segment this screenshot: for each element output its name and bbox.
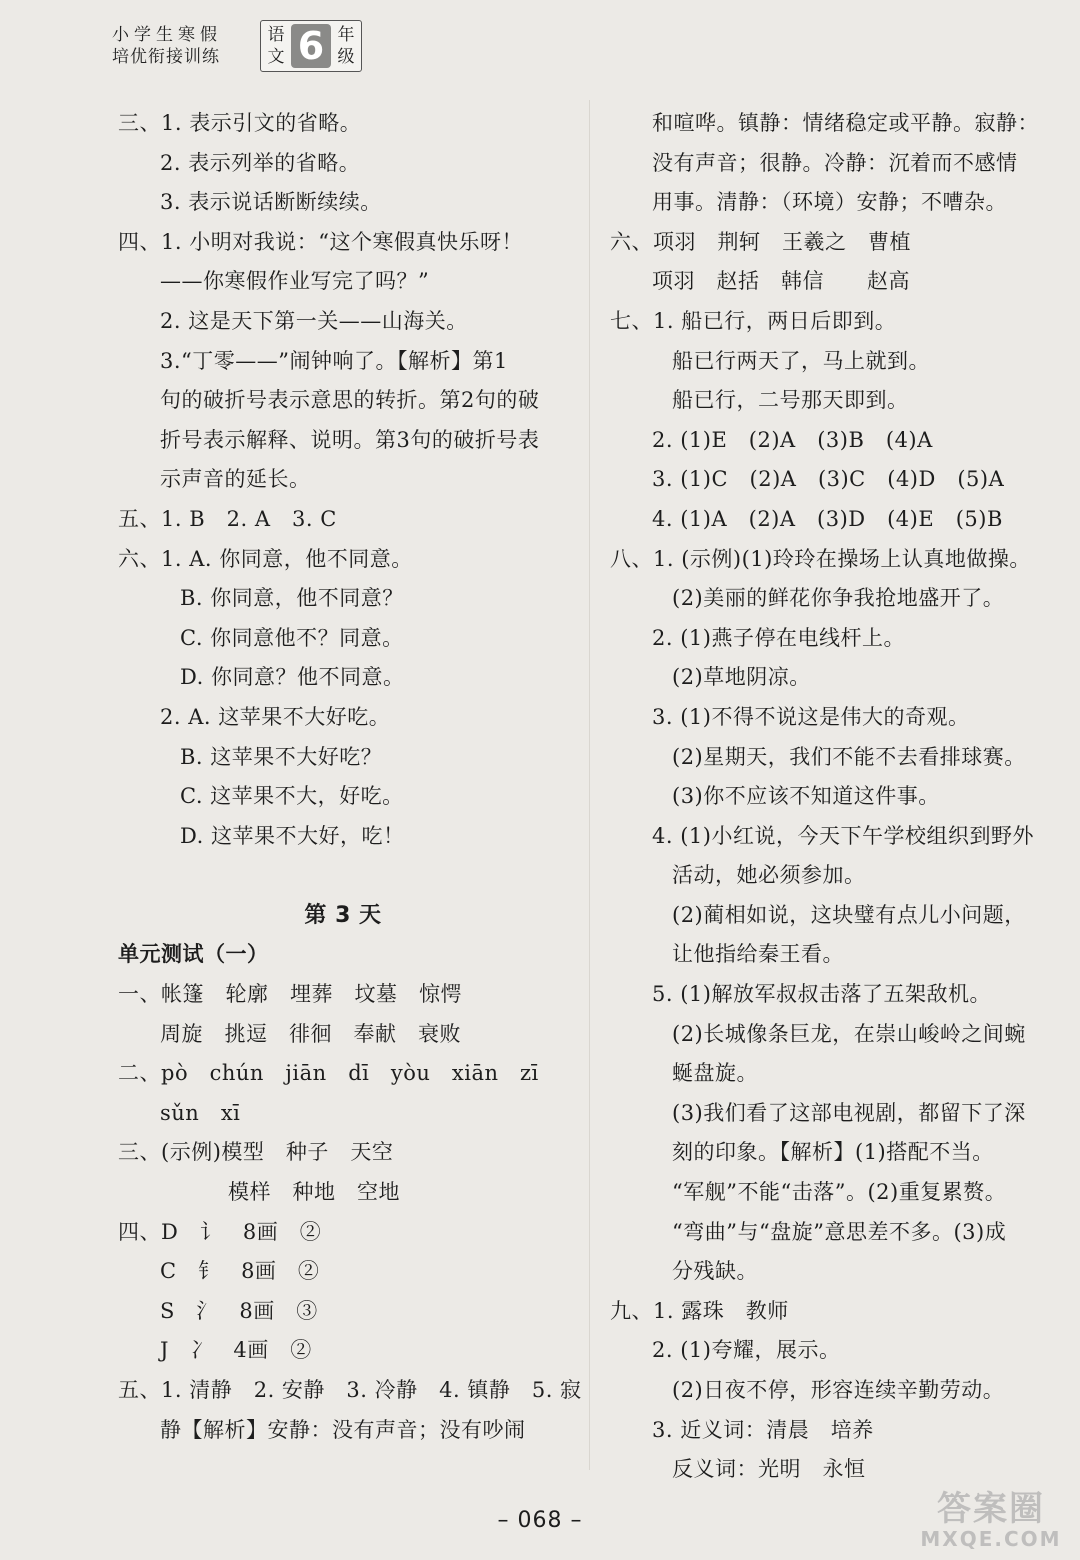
answer-line: 四、1. 小明对我说：“这个寒假真快乐呀！ xyxy=(118,229,523,254)
section-heading: 单元测试（一） xyxy=(118,942,269,967)
answer-line: 3.“丁零——”闹钟响了。【解析】第1 xyxy=(160,348,508,373)
answer-line: (3)你不应该不知道这件事。 xyxy=(672,784,940,809)
answer-line: 五、1. B 2. A 3. C xyxy=(118,506,337,531)
answer-line: “弯曲”与“盘旋”意思差不多。(3)成 xyxy=(672,1219,1007,1244)
answer-line: S 氵 8画 ③ xyxy=(160,1298,318,1323)
answer-line: C 钅 8画 ② xyxy=(160,1259,320,1284)
answer-line: J 冫 4画 ② xyxy=(160,1338,312,1363)
watermark-url: MXQE.COM xyxy=(920,1527,1062,1551)
answer-line: 3. 近义词：清晨 培养 xyxy=(652,1417,874,1442)
answer-line: (2)星期天，我们不能不去看排球赛。 xyxy=(672,744,1026,769)
right-answer-column xyxy=(610,104,1060,1490)
answer-line xyxy=(118,856,568,896)
answer-line: 没有声音；很静。冷静：沉着而不感情 xyxy=(652,150,1018,175)
answer-line: B. 这苹果不大好吃？ xyxy=(180,744,383,769)
answer-line: (2)草地阴凉。 xyxy=(672,665,811,690)
answer-line: 分残缺。 xyxy=(672,1259,758,1284)
grade-char-1: 年 xyxy=(337,25,355,45)
answer-line: (2)日夜不停，形容连续辛勤劳动。 xyxy=(672,1378,1005,1402)
grade-char-2: 级 xyxy=(337,47,355,67)
answer-line: 反义词：光明 永恒 xyxy=(672,1457,866,1482)
answer-line: 四、D 讠 8画 ② xyxy=(118,1219,322,1244)
subject-label xyxy=(261,24,291,68)
left-answer-column xyxy=(118,104,582,1450)
answer-line: 九、1. 露珠 教师 xyxy=(610,1298,789,1323)
answer-line: 2. (1)E (2)A (3)B (4)A xyxy=(652,427,933,452)
answer-line: 4. (1)A (2)A (3)D (4)E (5)B xyxy=(652,506,1003,531)
answer-line: D. 这苹果不大好，吃！ xyxy=(180,823,405,848)
answer-line: 刻的印象。【解析】(1)搭配不当。 xyxy=(672,1140,994,1165)
answer-line: 船已行两天了，马上就到。 xyxy=(672,348,930,373)
answer-line: B. 你同意，他不同意？ xyxy=(180,586,404,611)
watermark-logo xyxy=(916,1486,1066,1554)
answer-line: sǔn xī xyxy=(160,1100,241,1125)
answer-line: 2. (1)夸耀，展示。 xyxy=(652,1338,841,1363)
answer-line: 船已行，二号那天即到。 xyxy=(672,388,909,413)
book-series-title xyxy=(112,24,256,68)
answer-line: 八、1. (示例)(1)玲玲在操场上认真地做操。 xyxy=(610,546,1031,571)
answer-line: 七、1. 船已行，两日后即到。 xyxy=(610,308,897,333)
answer-line: 示声音的延长。 xyxy=(160,467,311,492)
answer-line: 静【解析】安静：没有声音；没有吵闹 xyxy=(160,1417,526,1442)
answer-line: 3. (1)C (2)A (3)C (4)D (5)A xyxy=(652,467,1005,492)
subject-char-1: 语 xyxy=(267,25,285,45)
series-title-line2: 培优衔接训练 xyxy=(112,47,220,67)
answer-line: 二、pò chún jiān dī yòu xiān zī xyxy=(118,1061,539,1086)
grade-label xyxy=(331,24,361,68)
answer-line: 4. (1)小红说，今天下午学校组织到野外 xyxy=(652,823,1034,848)
answer-line: 一、帐篷 轮廓 埋葬 坟墓 惊愕 xyxy=(118,982,462,1007)
answer-line: 2. (1)燕子停在电线杆上。 xyxy=(652,625,905,650)
answer-line: 蜒盘旋。 xyxy=(672,1061,758,1086)
book-header xyxy=(112,18,362,74)
day-title: 第 3 天 xyxy=(304,902,382,928)
column-divider xyxy=(589,100,590,1470)
answer-line: C. 你同意他不？同意。 xyxy=(180,625,404,650)
answer-line: 模样 种地 空地 xyxy=(228,1180,400,1205)
subject-grade-badge xyxy=(260,20,362,72)
answer-line: 用事。清静：（环境）安静；不嘈杂。 xyxy=(652,190,1007,215)
answer-line: 2. A. 这苹果不大好吃。 xyxy=(160,704,391,729)
page-number: – 068 – xyxy=(497,1508,583,1533)
answer-line: (2)蔺相如说，这块璧有点儿小问题， xyxy=(672,902,1026,927)
answer-line: 五、1. 清静 2. 安静 3. 冷静 4. 镇静 5. 寂 xyxy=(118,1378,582,1402)
answer-line: 3. (1)不得不说这是伟大的奇观。 xyxy=(652,704,970,729)
answer-line: ——你寒假作业写完了吗？” xyxy=(160,269,430,294)
series-title-line1: 小学生寒假 xyxy=(112,25,222,45)
answer-line: 六、项羽 荆轲 王羲之 曹植 xyxy=(610,229,911,254)
answer-line: 折号表示解释、说明。第3句的破折号表 xyxy=(160,427,540,452)
answer-line: 活动，她必须参加。 xyxy=(672,863,866,888)
answer-line: 三、1. 表示引文的省略。 xyxy=(118,111,362,135)
answer-line: (3)我们看了这部电视剧，都留下了深 xyxy=(672,1100,1026,1125)
answer-line: 5. (1)解放军叔叔击落了五架敌机。 xyxy=(652,982,991,1007)
grade-number: 6 xyxy=(291,24,331,68)
answer-line: 句的破折号表示意思的转折。第2句的破 xyxy=(160,388,540,413)
answer-line: 和喧哗。镇静：情绪稳定或平静。寂静： xyxy=(652,111,1039,135)
answer-line: 周旋 挑逗 徘徊 奉献 衰败 xyxy=(160,1021,461,1046)
answer-line: 2. 这是天下第一关——山海关。 xyxy=(160,308,468,333)
answer-line: C. 这苹果不大，好吃。 xyxy=(180,784,404,809)
watermark-text: 答案圈 xyxy=(937,1489,1045,1529)
answer-line: 让他指给秦王看。 xyxy=(672,942,844,967)
answer-line: 3. 表示说话断断续续。 xyxy=(160,190,382,215)
answer-line: 项羽 赵括 韩信 赵高 xyxy=(652,269,910,294)
answer-line: D. 你同意？他不同意。 xyxy=(180,665,405,690)
answer-line: 三、(示例)模型 种子 天空 xyxy=(118,1140,394,1165)
answer-line: (2)长城像条巨龙，在崇山峻岭之间蜿 xyxy=(672,1021,1026,1046)
answer-line: (2)美丽的鲜花你争我抢地盛开了。 xyxy=(672,586,1005,611)
answer-line: “军舰”不能“击落”。(2)重复累赘。 xyxy=(672,1180,1007,1205)
answer-line: 六、1. A. 你同意，他不同意。 xyxy=(118,546,413,571)
subject-char-2: 文 xyxy=(267,47,285,67)
answer-line: 2. 表示列举的省略。 xyxy=(160,150,361,175)
